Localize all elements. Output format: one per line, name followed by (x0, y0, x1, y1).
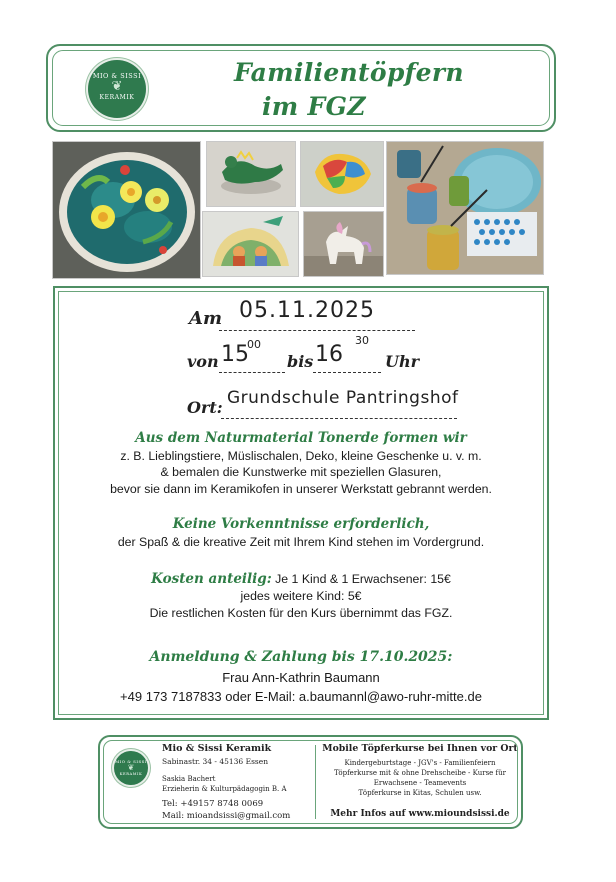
footer-person: Saskia Bachert (162, 775, 216, 783)
footer-company-name: Mio & Sissi Keramik (162, 743, 272, 754)
no-experience-heading: Keine Vorkenntnisse erforderlich, (172, 516, 430, 532)
cost-row (55, 571, 547, 587)
ceramic-plate-photo (52, 141, 201, 279)
footer-logo (114, 751, 148, 785)
footer-mobile-title: Mobile Töpferkurse bei Ihnen vor Ort (322, 743, 518, 754)
ceramic-nativity-photo (202, 211, 299, 277)
date-value: 05.11.2025 (239, 298, 375, 323)
cost-heading: Kosten anteilig: (151, 571, 272, 587)
logo-bottom-text: KERAMIK (99, 94, 135, 101)
footer-phone: Tel: +49157 8748 0069 (162, 799, 264, 809)
start-time-line (219, 350, 285, 373)
leaf-icon: ❦ (111, 79, 123, 94)
contact-name: Frau Ann-Kathrin Baumann (222, 670, 380, 685)
page-title-line1: Familientöpfern (234, 58, 464, 87)
ceramic-dinosaur-photo (206, 141, 296, 207)
material-heading: Aus dem Naturmaterial Tonerde formen wir (135, 430, 467, 446)
footer-logo-top: MIO & SISSI (115, 759, 147, 764)
ort-label: Ort: (187, 398, 223, 417)
footer-address: Sabinastr. 34 - 45136 Essen (162, 757, 269, 766)
ceramic-unicorn-photo (303, 211, 384, 277)
end-time-line (313, 350, 381, 373)
footer-website: Mehr Infos auf www.mioundsissi.de (330, 809, 510, 819)
footer-services-2: Töpferkurse mit & ohne Drehscheibe - Kurse für (334, 769, 506, 777)
date-line (219, 306, 415, 331)
footer-card (98, 735, 523, 829)
mio-sissi-logo (88, 60, 146, 118)
end-minutes: 30 (355, 334, 369, 347)
time-row (187, 334, 487, 374)
cost-line-3: Die restlichen Kosten für den Kurs übernimmt das FGZ. (149, 606, 453, 620)
footer-services-4: Töpferkurse in Kitas, Schulen usw. (358, 789, 482, 797)
date-row (189, 298, 449, 332)
footer-services-3: Erwachsene - Teamevents (373, 779, 467, 787)
contact-details: +49 173 7187833 oder E-Mail: a.baumannl@awo-ruhr-mitte.de (120, 689, 482, 704)
logo-top-text: MIO & SISSI (92, 72, 142, 80)
material-line-3: bevor sie dann im Keramikofen in unserer Werkstatt gebrannt werden. (110, 482, 492, 496)
am-label: Am (189, 308, 223, 329)
cost-line-1: Je 1 Kind & 1 Erwachsener: 15€ (275, 572, 451, 586)
material-line-1: z. B. Lieblingstiere, Müslischalen, Deko, kleine Geschenke u. v. m. (120, 449, 482, 463)
header-banner (46, 44, 556, 132)
event-details-box (53, 286, 549, 720)
footer-role: Erzieherin & Kulturpädagogin B. A (162, 785, 287, 793)
footer-services-1: Kindergeburtstage - JGV's - Familienfeiern (344, 759, 496, 767)
painted-hand-bowl-photo (300, 141, 384, 207)
bis-label: bis (287, 352, 314, 371)
uhr-label: Uhr (385, 352, 420, 371)
start-minutes: 00 (247, 338, 261, 351)
footer-leaf-icon: ❦ (127, 763, 135, 772)
footer-email: Mail: mioandsissi@gmail.com (162, 811, 291, 821)
registration-heading: Anmeldung & Zahlung bis 17.10.2025: (149, 649, 453, 665)
material-line-2: & bemalen die Kunstwerke mit speziellen Glasuren, (160, 465, 442, 479)
place-value: Grundschule Pantringshof (227, 388, 459, 408)
no-experience-line: der Spaß & die kreative Zeit mit Ihrem Kind stehen im Vordergrund. (117, 535, 485, 549)
footer-logo-bottom: KERAMIK (119, 772, 143, 776)
glaze-painting-photo (386, 141, 544, 275)
end-hour: 16 (315, 342, 343, 367)
start-hour: 15 (221, 342, 249, 367)
place-line (221, 394, 457, 419)
footer-divider (315, 745, 316, 819)
place-row (187, 384, 507, 420)
cost-line-2: jedes weitere Kind: 5€ (240, 589, 362, 603)
page-title-line2: im FGZ (262, 92, 366, 121)
von-label: von (187, 352, 219, 371)
